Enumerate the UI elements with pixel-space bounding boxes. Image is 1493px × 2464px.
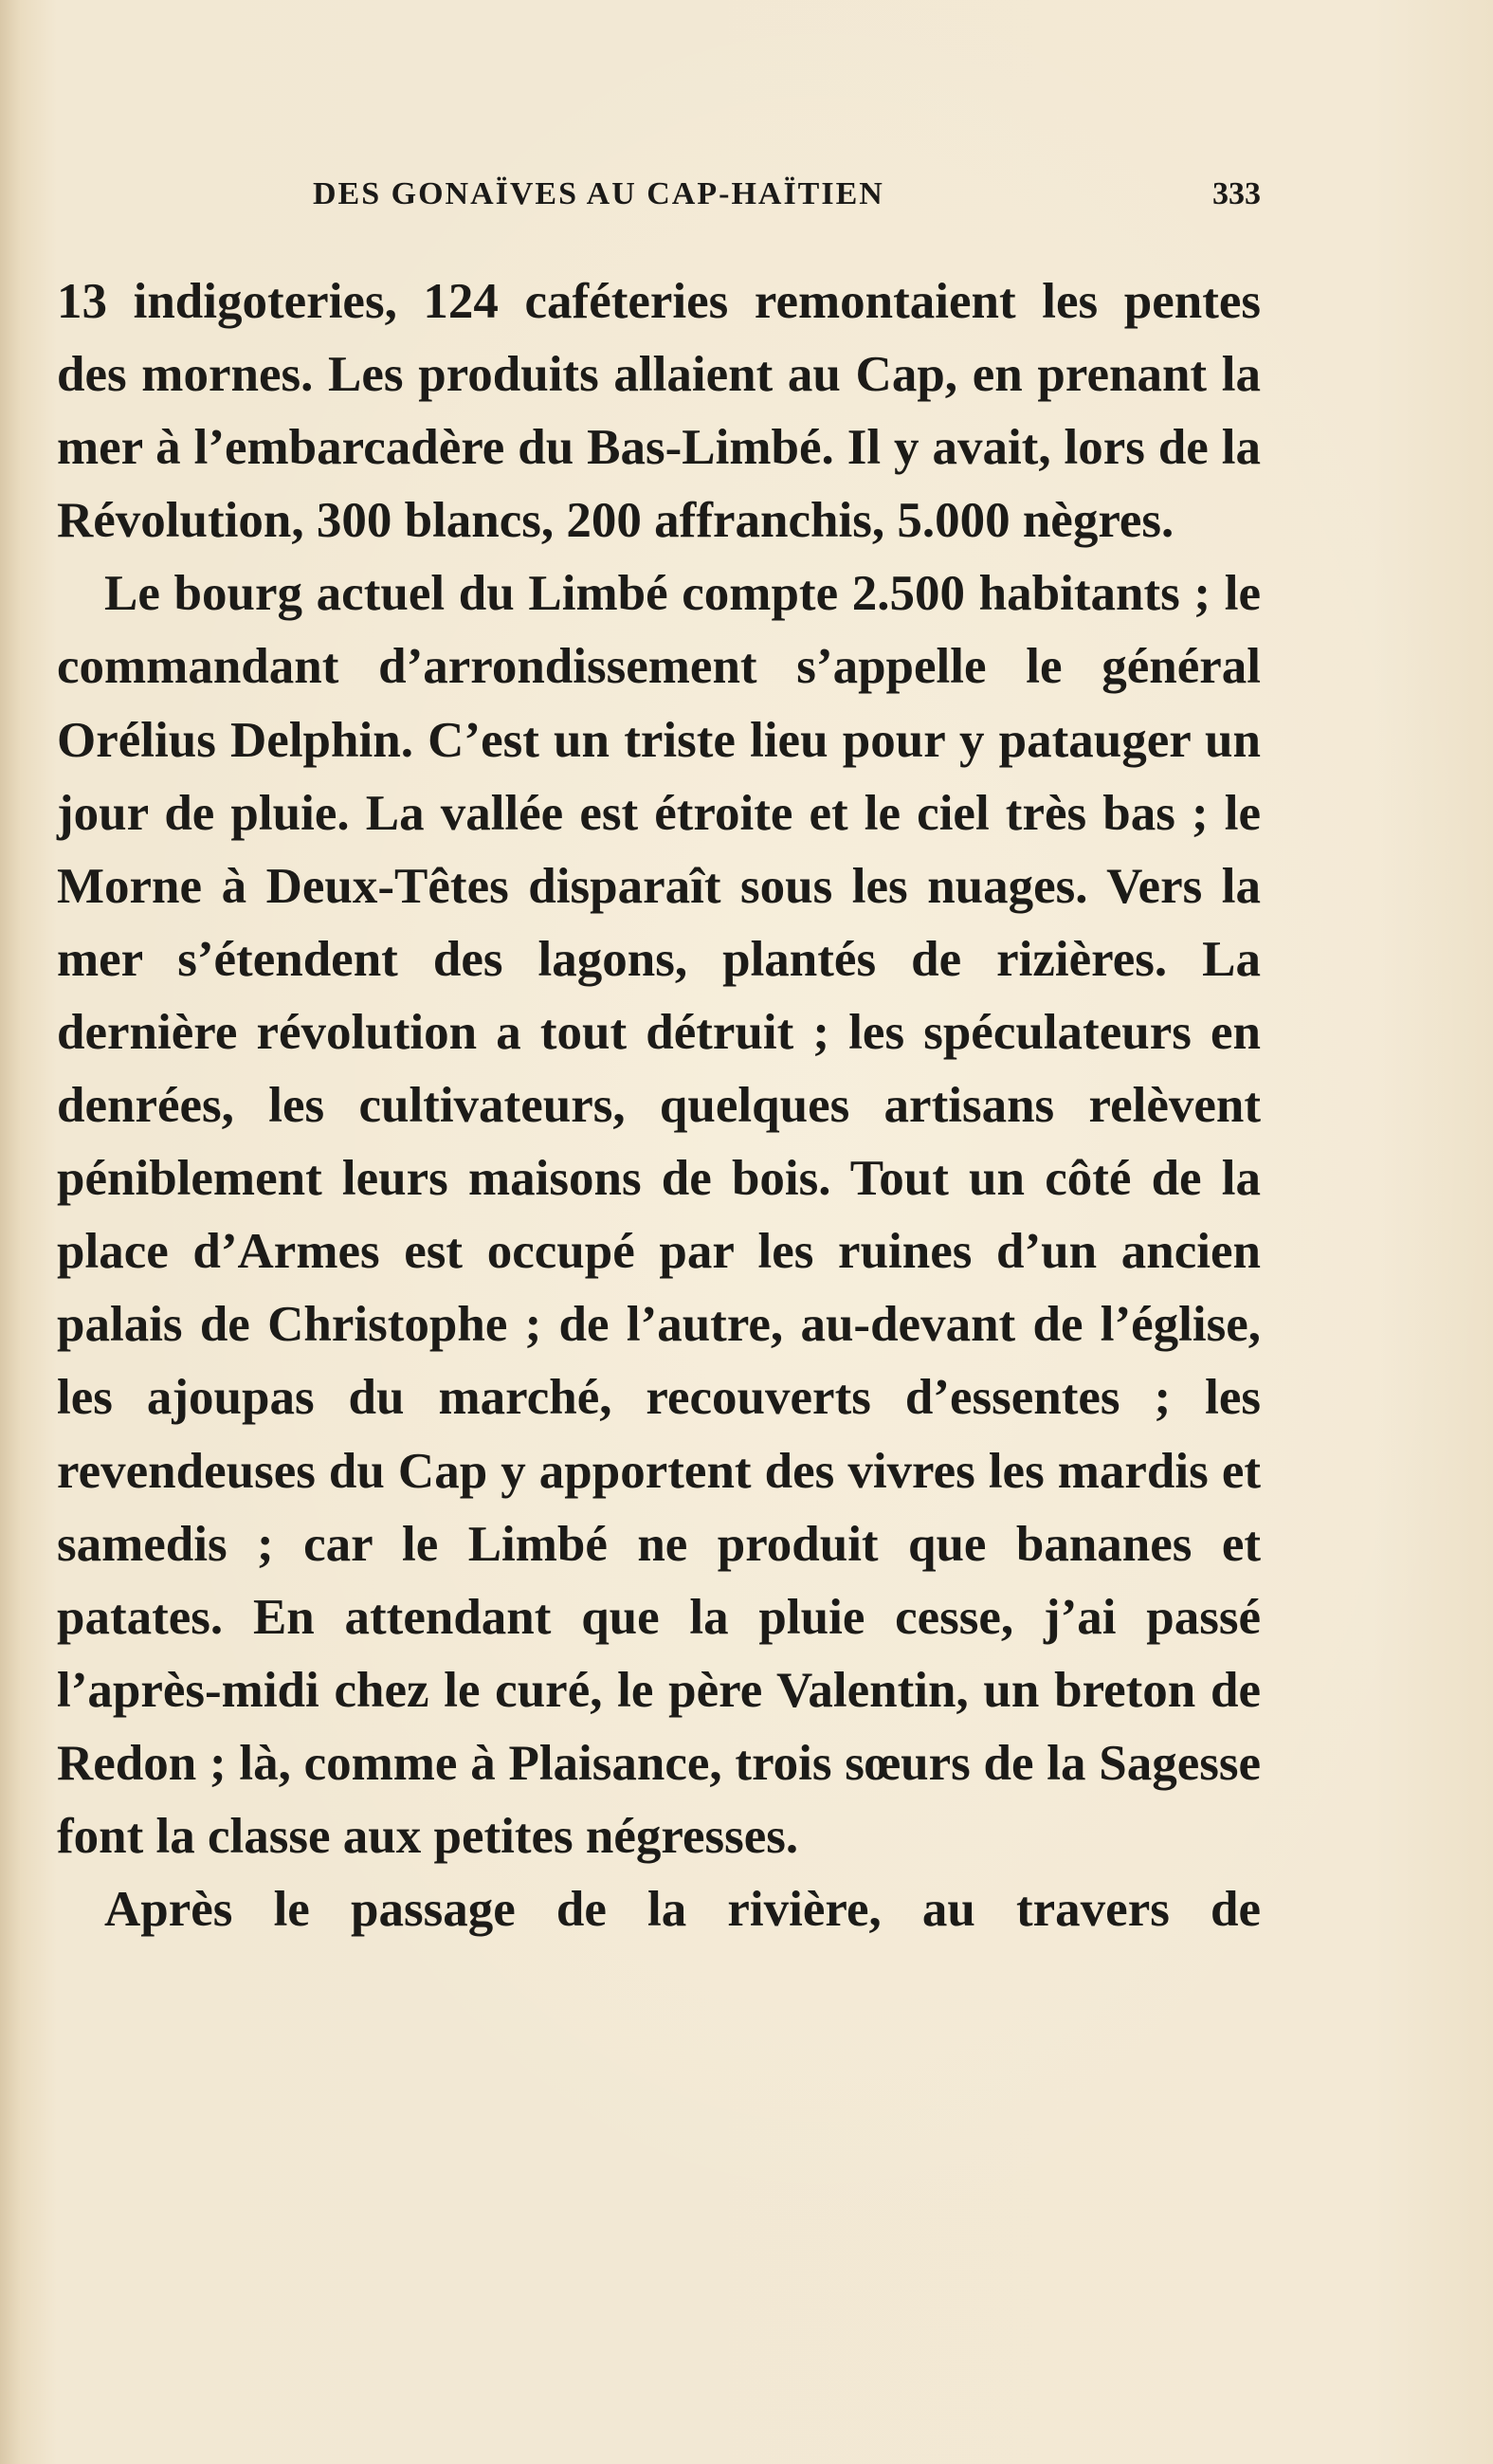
body-text xyxy=(57,265,1261,1946)
paragraph-1: 13 indigoteries, 124 caféteries remontaient les pentes des mornes. Les produits allaient au Cap, en prenant la mer à l’embarcadère du Bas-Limbé. Il y avait, lors de la Révolution, 300 blancs, 200 affranchis, 5.000 nègres. xyxy=(57,274,1261,549)
page-number: 333 xyxy=(1212,176,1261,211)
paragraph-3: Après le passage de la rivière, au travers de xyxy=(104,1882,1261,1938)
paragraph-2: Le bourg actuel du Limbé compte 2.500 habitants ; le commandant d’arrondissement s’appelle le général Orélius Delphin. C’est un triste lieu pour y patauger un jour de pluie. La vallée est étroite et le ciel très bas ; le Morne à Deux-Têtes disparaît sous les nuages. Vers la mer s’étendent des lagons, plantés de rizières. La dernière révolution a tout détruit ; les spéculateurs en denrées, les cultivateurs, quelques artisans relèvent péniblement leurs maisons de bois. Tout un côté de la place d’Armes est occupé par les ruines d’un ancien palais de Christophe ; de l’autre, au-devant de l’église, les ajoupas du marché, recouverts d’essentes ; les revendeuses du Cap y apportent des vivres les mardis et samedis ; car le Limbé ne produit que bananes et patates. En attendant que la pluie cesse, j’ai passé l’après-midi chez le curé, le père Valentin, un breton de Redon ; là, comme à Plaisance, trois sœurs de la Sagesse font la classe aux petites négresses. xyxy=(57,566,1261,1864)
running-title: DES GONAÏVES AU CAP-HAÏTIEN xyxy=(313,176,884,211)
running-head xyxy=(313,176,1261,224)
